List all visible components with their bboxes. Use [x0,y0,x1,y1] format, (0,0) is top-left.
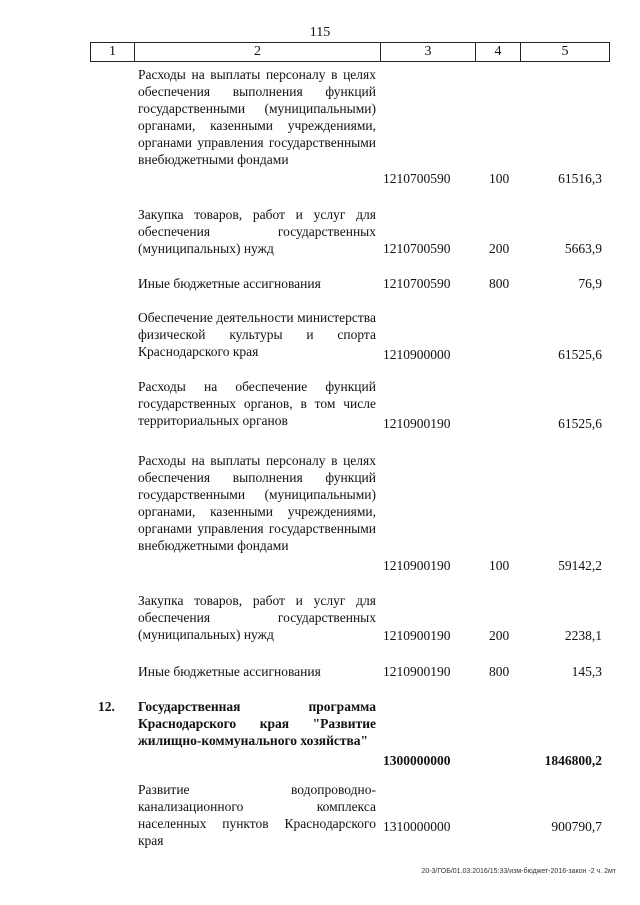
row-code: 1210900190 [383,628,451,643]
row-description: Развитие водопроводно-канализационного комплекса населенных пунктов Краснодарского края [138,782,376,848]
row-code: 1210900000 [383,347,451,362]
row-description: Иные бюджетные ассигнования [138,664,321,679]
header-col-3: 3 [381,43,476,61]
row-type: 800 [489,276,510,291]
row-code: 1210900190 [383,664,451,679]
row-amount: 2238,1 [564,628,602,643]
page-number: 115 [309,25,331,40]
row-description: Расходы на выплаты персоналу в целях обеспечения выполнения функций государственными (муниципальными) органами, казенными учреждениями, органами управления государственными внебюджетными фондами [138,453,376,553]
row-amount: 59142,2 [558,558,602,573]
row-amount: 61525,6 [558,347,602,362]
row-description: Государственная программа Краснодарского края "Развитие жилищно-коммунального хозяйства" [138,699,376,748]
row-code: 1310000000 [383,819,451,834]
row-type: 100 [489,558,510,573]
row-description: Закупка товаров, работ и услуг для обеспечения государственных (муниципальных) нужд [138,207,376,256]
row-code: 1210700590 [383,171,451,186]
row-description: Обеспечение деятельности министерства физической культуры и спорта Краснодарского края [138,310,376,359]
row-code: 1210900190 [383,558,451,573]
row-code: 1300000000 [383,753,451,768]
row-description: Закупка товаров, работ и услуг для обеспечения государственных (муниципальных) нужд [138,593,376,642]
row-description: Расходы на обеспечение функций государственных органов, в том числе территориальных органов [138,379,376,428]
header-col-4: 4 [476,43,521,61]
footer-file-stamp: 20-3/ГОБ/01.03.2016/15:33/изм-бюджет-2016-закон -2 ч. 2мт [421,868,616,875]
row-type: 200 [489,628,510,643]
row-description: Расходы на выплаты персоналу в целях обеспечения выполнения функций государственными (муниципальными) органами, казенными учреждениями, органами управления государственными внебюджетными фондами [138,67,376,167]
row-code: 1210900190 [383,416,451,431]
row-amount: 145,3 [571,664,602,679]
row-code: 1210700590 [383,241,451,256]
header-col-5: 5 [561,44,569,59]
row-code: 1210700590 [383,276,451,291]
header-col-2: 2 [135,43,381,61]
table-header [90,42,610,62]
row-amount: 61516,3 [558,171,602,186]
row-amount: 61525,6 [558,416,602,431]
row-type: 200 [489,241,510,256]
header-col-1: 1 [91,43,135,61]
row-number: 12. [98,699,115,714]
row-type: 800 [489,664,510,679]
row-type: 100 [489,171,510,186]
row-amount: 900790,7 [551,819,602,834]
row-amount: 5663,9 [564,241,602,256]
row-amount: 76,9 [578,276,602,291]
row-amount: 1846800,2 [544,753,602,768]
row-description: Иные бюджетные ассигнования [138,276,321,291]
